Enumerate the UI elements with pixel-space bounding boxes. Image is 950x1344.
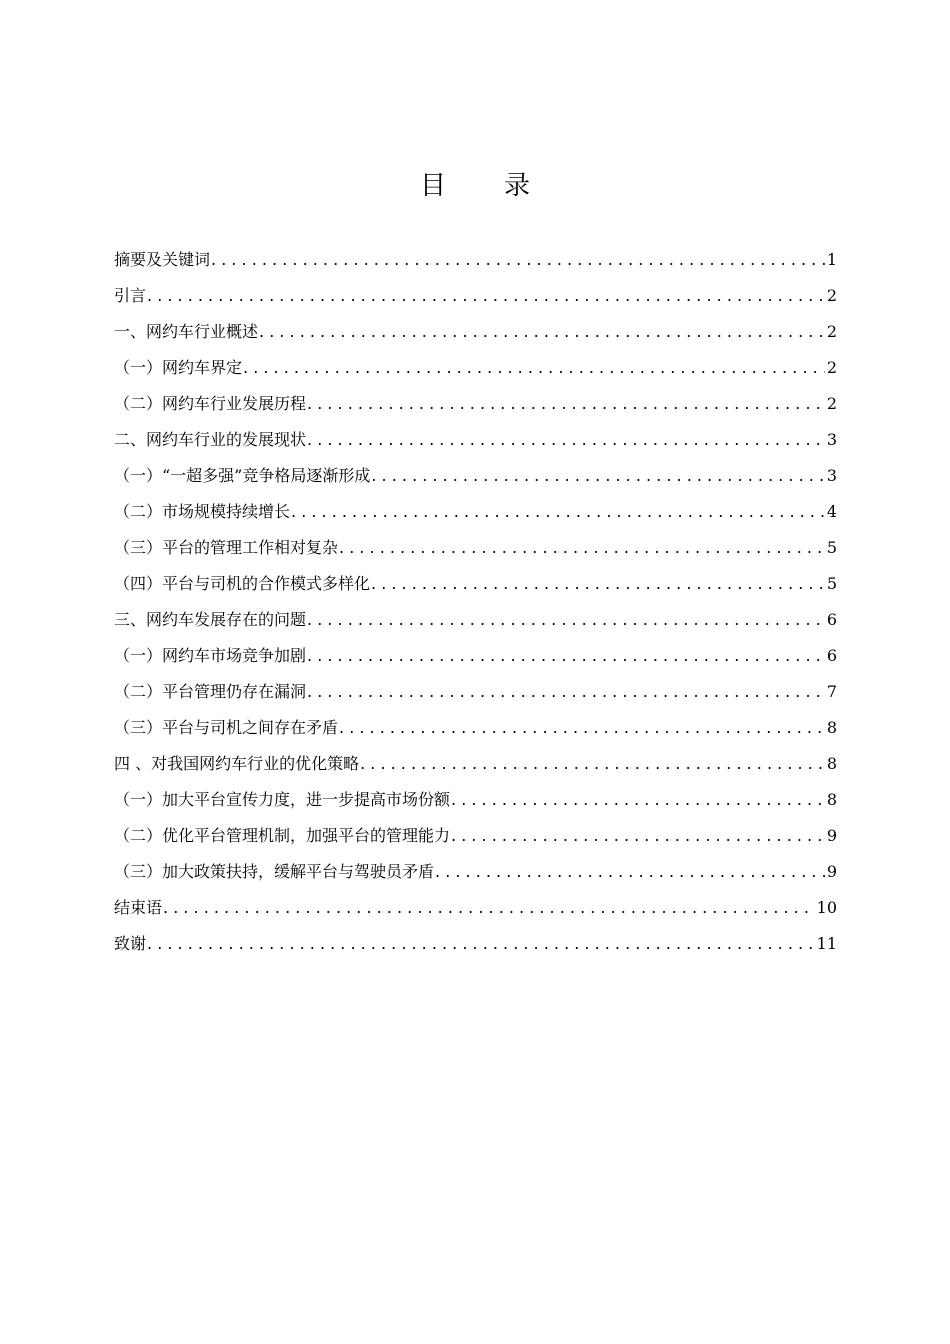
toc-entry-label: 二、网约车行业的发展现状 [114, 430, 307, 449]
toc-entry-label: 四 、对我国网约车行业的优化策略 [114, 754, 360, 773]
toc-entry-label: 一、网约车行业概述 [114, 322, 259, 341]
toc-title-char-1: 目 [419, 171, 446, 201]
toc-entry-page: 5 [826, 538, 837, 557]
toc-entry-page: 2 [826, 358, 837, 377]
toc-entry[interactable] [114, 746, 837, 782]
toc-entry[interactable] [114, 926, 837, 962]
toc-entry[interactable] [114, 818, 837, 854]
toc-leader-dots [371, 566, 825, 602]
toc-entry-label: 致谢 [114, 934, 147, 953]
toc-entry[interactable] [114, 566, 837, 602]
toc-entry-label: （一）网约车界定 [114, 358, 243, 377]
toc-entry-label: （三）加大政策扶持，缓解平台与驾驶员矛盾 [114, 862, 435, 881]
toc-leader-dots [307, 386, 825, 422]
toc-leader-dots [163, 890, 815, 926]
toc-entry-page: 11 [816, 934, 837, 953]
toc-leader-dots [371, 458, 824, 494]
toc-entry-page: 7 [826, 682, 837, 701]
toc-entry-page: 3 [826, 466, 837, 485]
toc-entry-label: （一）“一超多强”竞争格局逐渐形成 [114, 466, 371, 485]
toc-entry-page: 1 [826, 250, 837, 269]
toc-entry-label: 三、网约车发展存在的问题 [114, 610, 307, 629]
toc-entry-label: （二）市场规模持续增长 [114, 502, 291, 521]
toc-entry-label: 摘要及关键词 [114, 250, 211, 269]
toc-entry-page: 9 [826, 826, 837, 845]
toc-entry-label: （三）平台的管理工作相对复杂 [114, 538, 339, 557]
toc-leader-dots [259, 314, 825, 350]
toc-entry-page: 8 [826, 754, 837, 773]
toc-entry[interactable] [114, 530, 837, 566]
toc-entry-page: 6 [826, 610, 837, 629]
toc-leader-dots [339, 710, 825, 746]
toc-entry-label: （一）加大平台宣传力度，进一步提高市场份额 [114, 790, 451, 809]
toc-leader-dots [339, 530, 825, 566]
toc-entry-label: （二）网约车行业发展历程 [114, 394, 307, 413]
toc-entry-page: 3 [826, 430, 837, 449]
toc-entry-page: 8 [826, 790, 837, 809]
toc-entry[interactable] [114, 422, 837, 458]
toc-entry[interactable] [114, 494, 837, 530]
toc-entry[interactable] [114, 242, 837, 278]
toc-entry[interactable] [114, 854, 837, 890]
toc-entry-page: 2 [826, 394, 837, 413]
toc-entry[interactable] [114, 458, 837, 494]
toc-entry-page: 2 [826, 322, 837, 341]
toc-entry[interactable] [114, 674, 837, 710]
toc-entry-label: （一）网约车市场竞争加剧 [114, 646, 307, 665]
toc-entry-page: 2 [826, 286, 837, 305]
toc-leader-dots [243, 350, 825, 386]
toc-entry[interactable] [114, 602, 837, 638]
toc-entry-page: 9 [826, 862, 837, 881]
toc-entry-page: 6 [826, 646, 837, 665]
toc-leader-dots [307, 422, 825, 458]
toc-leader-dots [291, 494, 825, 530]
toc-entry[interactable] [114, 782, 837, 818]
toc-leader-dots [360, 746, 825, 782]
toc-entry-page: 4 [826, 502, 837, 521]
toc-leader-dots [211, 242, 825, 278]
toc-entry-label: 结束语 [114, 898, 163, 917]
toc-entry-page: 5 [826, 574, 837, 593]
toc-entry[interactable] [114, 278, 837, 314]
toc-leader-dots [147, 278, 825, 314]
toc-title [0, 168, 950, 204]
toc-entry[interactable] [114, 890, 837, 926]
toc-entry-label: （二）优化平台管理机制，加强平台的管理能力 [114, 826, 451, 845]
toc-leader-dots [435, 854, 825, 890]
toc-leader-dots [451, 782, 825, 818]
toc-entry[interactable] [114, 314, 837, 350]
toc-leader-dots [451, 818, 825, 854]
toc-list [114, 242, 837, 962]
toc-entry[interactable] [114, 638, 837, 674]
toc-entry-label: （四）平台与司机的合作模式多样化 [114, 574, 371, 593]
toc-entry[interactable] [114, 386, 837, 422]
toc-entry-label: （二）平台管理仍存在漏洞 [114, 682, 307, 701]
toc-leader-dots [307, 602, 825, 638]
toc-leader-dots [307, 674, 825, 710]
toc-entry-label: （三）平台与司机之间存在矛盾 [114, 718, 339, 737]
toc-leader-dots [307, 638, 825, 674]
toc-leader-dots [147, 926, 815, 962]
toc-entry-label: 引言 [114, 286, 147, 305]
toc-entry-page: 8 [826, 718, 837, 737]
toc-entry[interactable] [114, 710, 837, 746]
toc-entry-page: 10 [816, 898, 837, 917]
toc-title-char-2: 录 [504, 171, 531, 201]
toc-entry[interactable] [114, 350, 837, 386]
